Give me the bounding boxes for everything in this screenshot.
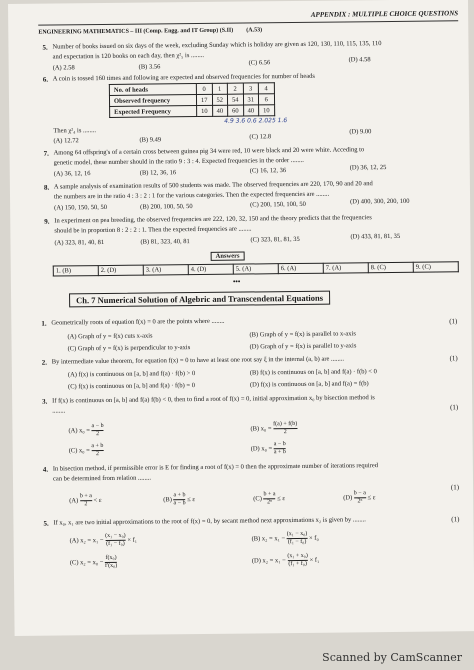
header-rule [38, 20, 458, 25]
fraction [263, 491, 275, 506]
relation: < ε [93, 497, 102, 505]
table-row [53, 262, 458, 276]
table-cell: 60 [228, 105, 244, 116]
numerator: f(a) + f(b) [273, 420, 298, 428]
q6-option-d: (D) 9.00 [349, 128, 372, 136]
q6-number: 6. [42, 75, 49, 84]
multiplier: × f₀ [308, 534, 319, 542]
c4-marks: (1) [450, 483, 460, 492]
q5-text-2: and expectation is 120 books on each day, then χ²₅ is ........ [52, 51, 205, 61]
fraction [91, 423, 103, 438]
q7-option-b: (B) 12, 36, 16 [139, 169, 177, 177]
q5-option-b: (B) 3.56 [138, 63, 161, 71]
q5-text-1: Number of books issued on six days of the week, excluding Sunday which is holiday are given as 120, 130, 110, 115, 135, 110 [52, 40, 382, 51]
answer-cell: 5. (A) [233, 264, 278, 274]
answer-cell: 2. (D) [98, 265, 143, 275]
numerator: b − a [353, 490, 366, 497]
option-label: (B) x₂ = x₁ − [251, 535, 286, 543]
separator-dots: ••• [232, 277, 241, 286]
multiplier: × f₁ [309, 556, 320, 564]
appendix-title: APPENDIX : MULTIPLE CHOICE QUESTIONS [310, 9, 459, 19]
c2-number: 2. [41, 358, 48, 367]
c4-option-c [253, 491, 285, 506]
c5-option-c [70, 555, 117, 570]
numerator: a + b [173, 492, 186, 499]
denominator: 2 [96, 431, 100, 438]
table-cell: 31 [243, 94, 259, 105]
q8-number: 8. [43, 183, 50, 192]
table-cell: 1 [212, 83, 228, 94]
numerator: b + a [263, 491, 276, 498]
q6-option-b: (B) 9.49 [139, 136, 162, 144]
q8-option-c: (C) 200, 150, 100, 50 [250, 200, 306, 209]
c2-option-b: (B) f(x) is continuous on [a, b] and f(a) · f(b) < 0 [249, 368, 377, 377]
answer-cell: 3. (A) [143, 265, 188, 275]
c1-marks: (1) [449, 317, 458, 326]
q6-option-a: (A) 12.72 [53, 137, 79, 145]
c2-option-a: (A) f(x) is continuous on [a, b] and f(a) · f(b) > 0 [67, 370, 196, 379]
option-label: (B) x₀ = [250, 425, 272, 433]
table-cell: 40 [243, 105, 259, 116]
table-cell: 2 [227, 83, 243, 94]
fraction [80, 493, 92, 508]
denominator: (f₁ + f₀) [288, 560, 307, 568]
option-label: (A) x₂ = x₁ − [69, 537, 104, 545]
table-cell: No. of heads [109, 84, 196, 96]
table-cell: 40 [212, 105, 228, 116]
option-label: (C) x₀ = [68, 447, 90, 455]
table-cell: 3 [243, 83, 259, 94]
q9-option-d: (D) 433, 81, 81, 35 [350, 232, 401, 241]
table-cell: 17 [196, 94, 212, 105]
option-label: (C) x₂ = x₀ − [69, 559, 104, 567]
c5-option-d [252, 553, 320, 569]
answer-cell: 4. (D) [188, 264, 233, 274]
denominator: a + b [273, 449, 286, 456]
scanner-watermark: Scanned by CamScanner [322, 651, 462, 664]
page-ref: (A.53) [246, 27, 263, 34]
fraction [274, 441, 286, 456]
q6-option-c: (C) 12.8 [249, 133, 272, 141]
c1-option-d: (D) Graph of y = f(x) is parallel to y-axis [249, 342, 357, 351]
c5-option-b [252, 531, 319, 547]
q9-text-2: should be in proportion 8 : 2 : 2 : 1. Then the expected frequencies are ........ [54, 225, 252, 235]
c5-number: 5. [43, 519, 49, 528]
c4-option-b [163, 492, 195, 507]
table-cell: 0 [196, 83, 212, 94]
q9-option-b: (B) 81, 323, 40, 81 [140, 238, 190, 246]
numerator: (x₁ − x₀) [286, 530, 308, 538]
c5-option-a [70, 533, 138, 549]
q7-option-c: (C) 16, 12, 36 [249, 167, 287, 175]
c2-option-c: (C) f(x) is continuous on [a, b] and f(a) · f(b) = 0 [67, 382, 195, 391]
table-cell: Observed frequency [109, 95, 196, 107]
option-label: (D) x₂ = x₁ − [251, 557, 286, 565]
table-cell: 6 [258, 94, 274, 105]
c2-text: By intermediate value theorem, for equation f(x) = 0 to have at least one root say ξ in the internal (a, b) are ........ [51, 355, 345, 366]
denominator: (f₁ − f₀) [287, 538, 307, 546]
fraction [287, 553, 308, 568]
fraction [354, 490, 366, 505]
denominator: 2 [95, 451, 99, 458]
answer-cell: 8. (C) [368, 262, 413, 272]
c5-text: If x₀, x₁ are two initial approximations to the root of f(x) = 0, by secant method next approximations x₂ is given by ........ [53, 516, 366, 527]
numerator: b + a [79, 493, 92, 500]
multiplier: × f₁ [127, 536, 138, 544]
option-label: (D) x₀ = [250, 445, 273, 453]
denominator: 2 [283, 429, 287, 436]
denominator: 2ⁿ [357, 498, 363, 505]
fraction [105, 555, 117, 570]
fraction [273, 421, 297, 436]
c3-number: 3. [42, 397, 48, 406]
q8-text-2: the numbers are in the ratio 4 : 3 : 2 : 1 for the various categories. Then the expected frequencies are ........ [53, 190, 330, 201]
table-cell: 54 [227, 94, 243, 105]
numerator: f(x₀) [105, 555, 117, 563]
table-cell: 4 [258, 83, 274, 94]
q9-number: 9. [44, 217, 50, 226]
numerator: (x₁ − x₀) [105, 532, 126, 540]
c1-text: Geometrically roots of equation f(x) = 0 are the points where ........ [51, 317, 225, 327]
option-label: (A) [69, 497, 79, 505]
c4-text-2: can be determined from relation ........ [52, 474, 152, 483]
q8-option-d: (D) 400, 300, 200, 100 [350, 197, 410, 206]
denominator: 2 [84, 501, 88, 508]
option-label: (C) [253, 495, 262, 503]
numerator: a − b [273, 441, 286, 448]
q8-option-b: (B) 200, 100, 50, 50 [140, 203, 193, 211]
c5-marks: (1) [451, 515, 460, 524]
table-cell: Expected Frequency [110, 106, 197, 118]
c3-option-b [250, 421, 297, 436]
c4-option-d [343, 490, 375, 505]
handwritten-note: 4.9 3.6 0.6 2.025 1.6 [224, 117, 288, 125]
numerator: a − b [91, 423, 104, 430]
answer-cell: 1. (B) [53, 266, 98, 276]
q7-option-d: (D) 36, 12, 25 [349, 164, 387, 172]
c3-option-c [69, 443, 104, 458]
q7-option-a: (A) 36, 12, 16 [53, 170, 91, 178]
c4-text-1: In bisection method, if permissible error is E for finding a root of f(x) = 0 then the approximate number of iterations required [52, 462, 379, 473]
fraction [105, 533, 126, 548]
q7-number: 7. [43, 149, 49, 158]
fraction [91, 443, 103, 458]
table-row [110, 105, 275, 118]
c4-number: 4. [42, 465, 49, 474]
answer-cell: 7. (A) [323, 263, 368, 273]
answer-cell: 6. (A) [278, 263, 323, 273]
denominator: a − b [173, 500, 186, 507]
q8-option-a: (A) 150, 150, 50, 50 [54, 203, 108, 212]
c4-option-a [69, 493, 102, 508]
q6-text-1: A coin is tossed 160 times and following are expected and observed frequencies for number of heads [52, 72, 315, 83]
q5-option-c: (C) 6.56 [248, 59, 271, 67]
relation: ≤ ε [277, 495, 286, 503]
c3-text-2: ........ [52, 407, 66, 415]
q9-text-1: In experiment on pea breeding, the observed frequencies are 222, 120, 32, 150 and the theory predicts that the frequencies [54, 214, 372, 225]
table-cell: 10 [197, 105, 213, 116]
c1-option-b: (B) Graph of y = f(x) is parallel to x-axis [249, 330, 356, 339]
option-label: (A) x₀ = [68, 427, 90, 435]
c3-option-d [251, 441, 286, 456]
denominator: (f₁ − f₀) [106, 540, 125, 548]
scanned-page [8, 0, 474, 636]
option-label: (B) [163, 496, 172, 504]
fraction [173, 492, 185, 507]
fraction [287, 531, 308, 546]
answers-title: Answers [211, 252, 245, 261]
c1-number: 1. [41, 319, 47, 328]
c3-marks: (1) [450, 403, 459, 412]
q8-text-1: A sample analysis of examination results of 500 students was made. The observed frequencies are 220, 170, 90 and 20 and [53, 180, 373, 191]
answers-table [53, 261, 459, 276]
q5-option-a: (A) 2.58 [52, 64, 75, 72]
chapter-title: Ch. 7 Numerical Solution of Algebric and Transcendental Equations [69, 291, 330, 308]
relation: ≤ ε [187, 496, 196, 504]
q7-text-1: Among 64 offspring's of a certain cross between guinea pig 34 were red, 10 were black and 20 were white. Acceding to [53, 146, 365, 157]
numerator: (x₁ + x₀) [287, 552, 308, 560]
q9-option-c: (C) 323, 81, 81, 35 [250, 235, 300, 244]
q5-option-d: (D) 4.58 [348, 56, 371, 64]
q5-number: 5. [42, 43, 48, 52]
c1-option-a: (A) Graph of y = f(x) cuts x-axis [67, 332, 153, 341]
c3-option-a [68, 423, 103, 438]
c2-option-d: (D) f(x) is continuous on [a, b] and f(a) = f(b) [249, 380, 369, 389]
q9-option-a: (A) 323, 81, 40, 81 [54, 239, 105, 247]
denominator: 2ⁿ [267, 499, 273, 506]
numerator: a + b [91, 443, 104, 450]
table-cell: 52 [212, 94, 228, 105]
c2-marks: (1) [449, 354, 458, 363]
answer-cell: 9. (C) [413, 262, 458, 272]
course-title: ENGINEERING MATHEMATICS – III (Comp. Engg. and IT Group) (S.II) [38, 27, 234, 36]
q6-then: Then χ²₄ is ........ [53, 127, 97, 135]
denominator: f'(x₀) [105, 562, 118, 570]
frequency-table [109, 82, 275, 118]
option-label: (D) [343, 494, 353, 502]
c1-option-c: (C) Graph of y = f(x) is perpendicular to y-axis [67, 344, 191, 353]
c3-text-1: If f(x) is continuous on [a, b] and f(a) f(b) < 0, then to find a root of f(x) = 0, initial approximation x₀ by bisection method is [52, 394, 375, 405]
relation: ≤ ε [367, 494, 376, 502]
q7-text-2: genetic model, these number should in the ratio 9 : 3 : 4. Expected frequencies in the order ........ [53, 156, 304, 167]
table-cell: 10 [259, 105, 275, 116]
